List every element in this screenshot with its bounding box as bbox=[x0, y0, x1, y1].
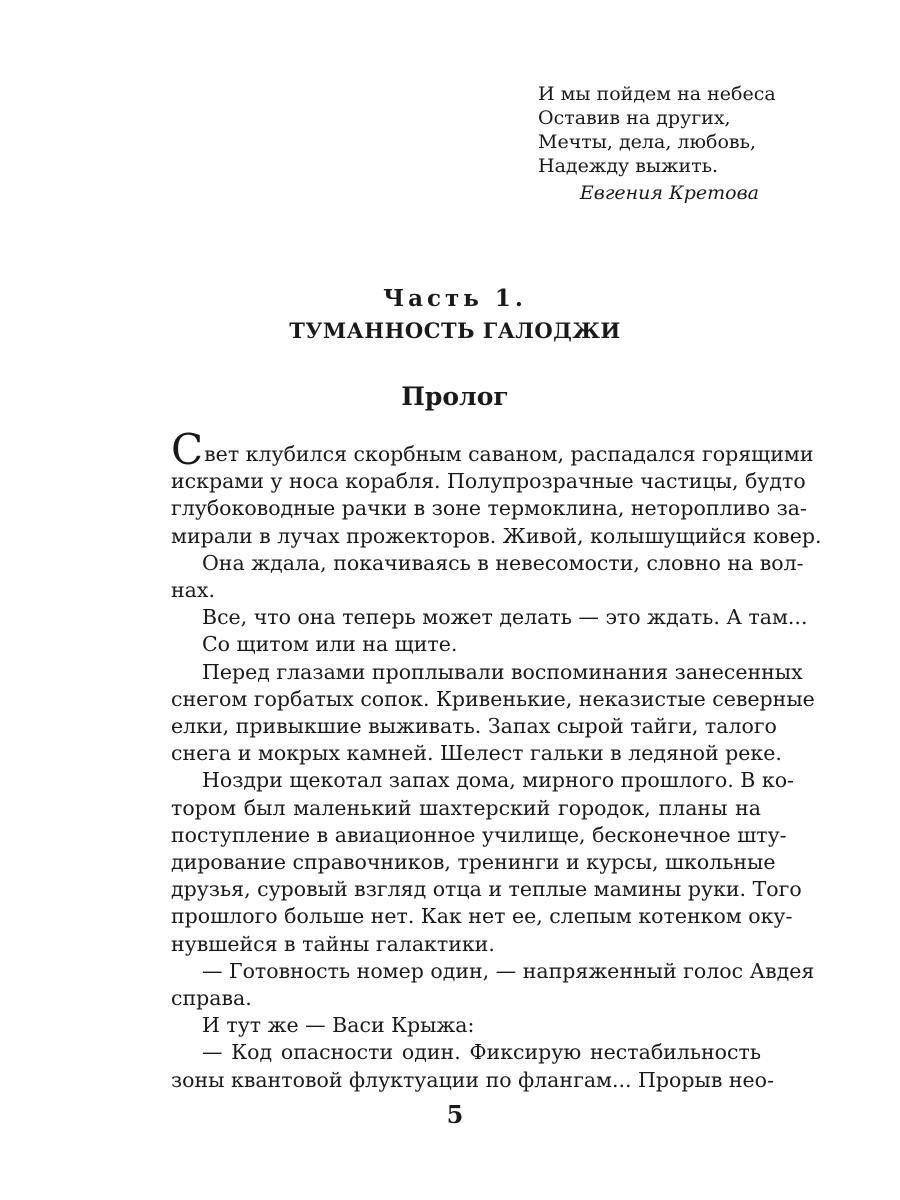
epigraph-line: Надежду выжить. bbox=[538, 155, 719, 177]
text-line: поступление в авиационное училище, бесконечное шту- bbox=[171, 822, 787, 847]
text-line: друзья, суровый взгляд отца и теплые мамины руки. Того bbox=[171, 877, 802, 902]
drop-cap: С bbox=[171, 425, 204, 474]
text-line: снега и мокрых камней. Шелест гальки в ледяной реке. bbox=[171, 741, 782, 766]
epigraph-line: И мы пойдем на небеса bbox=[538, 83, 776, 105]
part-heading bbox=[140, 283, 770, 347]
text-line: Все, что она теперь может делать — это ждать. А там... bbox=[202, 605, 808, 630]
text-line: зоны квантовой флуктуации по флангам... Прорыв нео- bbox=[171, 1067, 774, 1092]
text-line: прошлого больше нет. Как нет ее, слепым котенком оку- bbox=[171, 904, 793, 929]
text-line: глубоководные рачки в зоне термоклина, неторопливо за- bbox=[171, 496, 807, 521]
page-number: 5 bbox=[446, 1100, 464, 1129]
text-line: нувшейся в тайны галактики. bbox=[171, 931, 495, 956]
text-line bbox=[171, 425, 814, 474]
text-line: — Готовность номер один, — напряженный голос Авдея bbox=[202, 958, 815, 983]
text-line: искрами у носа корабля. Полупрозрачные частицы, будто bbox=[171, 469, 806, 494]
body-text bbox=[171, 425, 822, 1094]
text-line: справа. bbox=[171, 986, 252, 1011]
text-line: елки, привыкшие выживать. Запах сырой тайги, талого bbox=[171, 714, 777, 739]
text-line: — Код опасности один. Фиксирую нестабильность bbox=[202, 1040, 761, 1065]
text-line: дирование справочников, тренинги и курсы, школьные bbox=[171, 850, 776, 875]
text-line: И тут же — Васи Крыжа: bbox=[202, 1013, 475, 1038]
text-line: снегом горбатых сопок. Кривенькие, неказистые северные bbox=[171, 686, 815, 711]
text-line: мирали в лучах прожекторов. Живой, колышущийся ковер. bbox=[171, 523, 822, 548]
text-line-content: вет клубился скорбным саваном, распадался горящими bbox=[204, 442, 814, 466]
text-line: Перед глазами проплывали воспоминания занесенных bbox=[202, 659, 803, 684]
part-number: Часть 1. bbox=[383, 285, 527, 312]
part-name: ТУМАННОСТЬ ГАЛОДЖИ bbox=[289, 318, 621, 343]
text-line: Она ждала, покачиваясь в невесомости, словно на вол- bbox=[202, 550, 804, 575]
chapter-title: Пролог bbox=[401, 382, 509, 411]
epigraph-line: Оставив на других, bbox=[538, 107, 731, 129]
text-line: тором был маленький шахтерский городок, планы на bbox=[171, 795, 761, 820]
text-line: нах. bbox=[171, 578, 215, 603]
epigraph bbox=[538, 82, 778, 205]
text-line: Ноздри щекотал запах дома, мирного прошлого. В ко- bbox=[202, 768, 794, 793]
epigraph-author: Евгения Кретова bbox=[579, 182, 759, 204]
epigraph-line: Мечты, дела, любовь, bbox=[538, 131, 756, 153]
text-line: Со щитом или на щите. bbox=[202, 632, 458, 657]
